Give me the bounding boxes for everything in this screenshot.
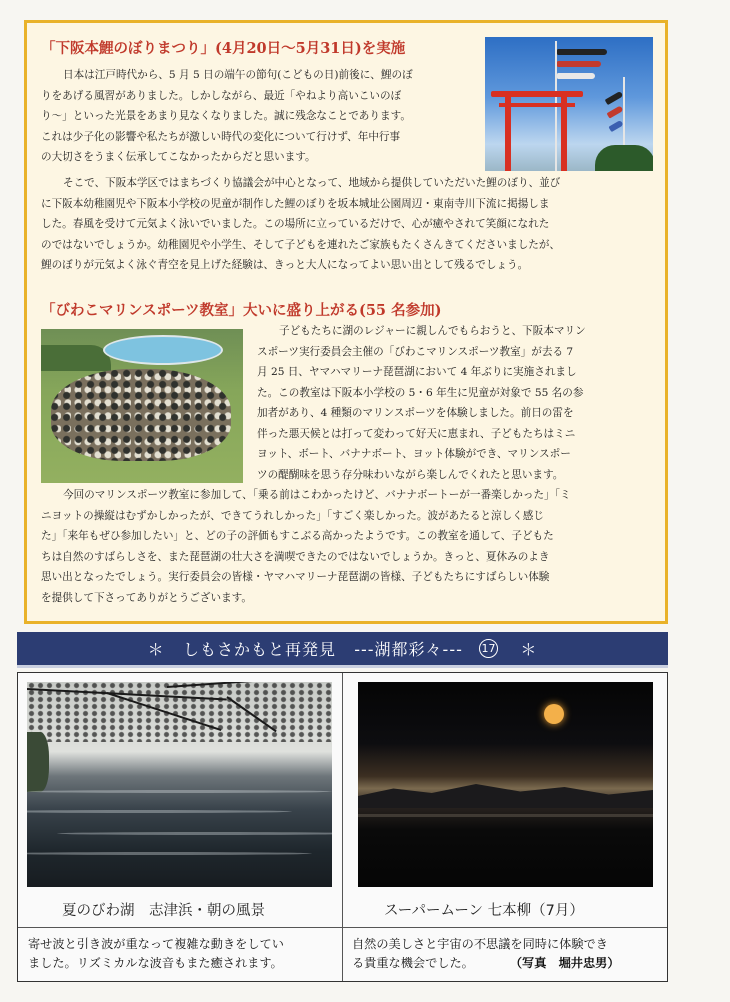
article2-paragraph1: 子どもたちに湖のレジャーに親しんでもらおうと、下阪本マリン スポーツ実行委員会主催の「びわこマリンスポーツ教室」が去る 7 月 25 日、ヤマハマリーナ琵琶湖において 4 年ぶりに実施されまし た。この教室は下阪本小学校の 5・6 年生に児童が対象で 55 名の参 加者があり、4 種類のマリンスポーツを体験しました。前日の雷を 伴った悪天候とは打って変わって好天に恵まれ、子どもたちはミニ ヨット、ボート、バナナボート、ヨット体験ができ、マリンスポー ツの醍醐味を思う存分味わいながら楽しんでくれたと思います。 [257,325,586,481]
koinobori-torii-photo [485,37,653,171]
right-photo-description: 自然の美しさと宇宙の不思議を同時に体験でき る貴重な機会でした。 （写真 堀井忠男） [352,937,620,970]
photo-panel [17,672,668,982]
lake-waves-photo [27,682,332,887]
article1-paragraph1: 日本は江戸時代から、5 月 5 日の端午の節句(こどもの日)前後に、鯉のぼ りをあげる風習がありました。しかしながら、最近「やねより高いこいのぼ り～」といった光景をあまり見なくなりました。誠に残念なことであります。 これは少子化の影響や私たちが激しい時代の変化について行けず、年中行事 の大切さをうまく伝承してこなかったからだと思います。 [41,69,413,163]
banner-title: しもさかもと再発見 [182,640,336,659]
series-banner [17,632,668,668]
marine-sports-group-photo [41,329,243,483]
banner-subtitle: ---湖都彩々--- [354,640,463,659]
article1-paragraph2: そこで、下阪本学区ではまちづくり協議会が中心となって、地域から提供していただいた鯉のぼり、並び に下阪本幼稚園児や下阪本小学校の児童が制作した鯉のぼりを坂本城址公園周辺・東南寺川下流に掲揚しま した。春風を受けて元気よく泳いでいました。この場所に立っているだけで、心が癒やされて笑顔になれた のではないでしょうか。幼稚園児や小学生、そして子どもを連れたご家族もたくさんきてくださいましたが、 鯉のぼりが元気よく泳ぐ青空を見上げた経験は、きっと大人になってよい思い出として残るでしょう。 [41,177,561,271]
photo-credit: （写真 堀井忠男） [509,956,620,970]
left-photo-description: 寄せ波と引き波が重なって複雑な動きをしてい ました。リズミカルな波音もまた癒されます。 [28,937,284,970]
banner-issue-number: 17 [479,639,498,658]
moon [544,704,564,724]
banner-star-left: ＊ [147,640,165,659]
banner-star-right: ＊ [520,640,538,659]
article2-paragraph2: 今回のマリンスポーツ教室に参加して、「乗る前はこわかったけど、バナナボートーが一番楽しかった」「ミ ニヨットの操縦はむずかしかったが、できてうれしかった」「すごく楽しかった。波があたると涼しく感じ た」「来年もぜひ参加したい」と、どの子の評価もすこぶる高かったようです。この教室を通して、子どもた ちは自然のすばらしさを、また琵琶湖の壮大さを満喫できたのではないでしょうか。きっと、夏休みのよき 思い出となったでしょう。実行委員会の皆様・ヤマハマリーナ琵琶湖の皆様、子どもたちにすばらしい体験 を提供して下さってありがとうございます。 [41,489,571,604]
children-group [51,369,231,461]
article2-headline: 「びわこマリンスポーツ教室」大いに盛り上がる(55 名参加) [41,302,442,319]
article-frame [24,20,668,624]
article1-headline: 「下阪本鯉のぼりまつり」(4月20日～5月31日)を実施 [41,40,406,57]
right-photo-caption: スーパームーン 七本柳（7月） [384,903,584,919]
left-photo-caption: 夏のびわ湖 志津浜・朝の風景 [62,903,265,919]
super-moon-photo [358,682,653,887]
pool [103,335,223,365]
